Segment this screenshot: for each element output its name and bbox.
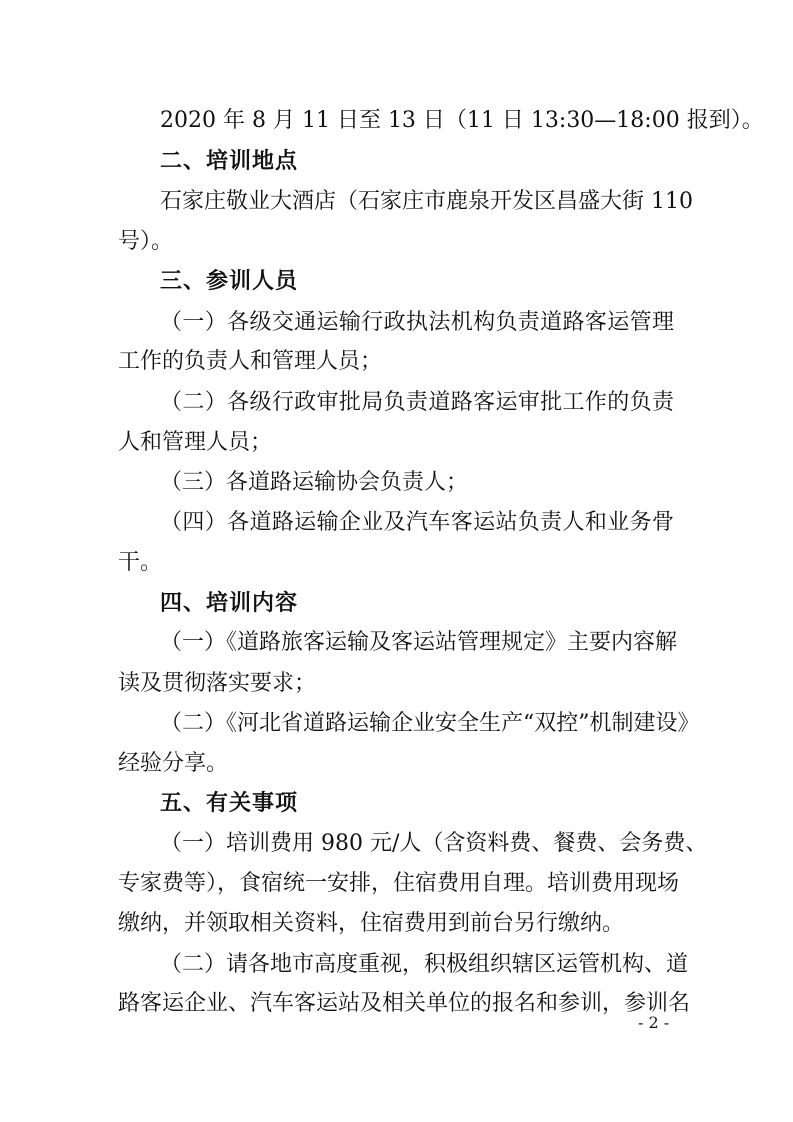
section-heading-location: 二、培训地点 [160,149,299,174]
paragraph-line: 读及贯彻落实要求； [118,671,317,696]
section-heading-participants: 三、参训人员 [160,269,299,294]
paragraph-line: （一）《道路旅客运输及客运站管理规定》主要内容解 [160,630,678,655]
section-heading-content: 四、培训内容 [160,591,299,616]
section-heading-matters: 五、有关事项 [160,791,299,816]
paragraph-line: 路客运企业、汽车客运站及相关单位的报名和参训，参训名 [118,991,691,1016]
paragraph-line: 经验分享。 [118,751,229,776]
paragraph-line: 号）。 [118,229,174,254]
paragraph-line: 工作的负责人和管理人员； [118,349,383,374]
paragraph-line: （一）培训费用 980 元/人（含资料费、餐费、会务费、 [160,831,708,856]
paragraph-line: 缴纳，并领取相关资料，住宿费用到前台另行缴纳。 [118,911,625,936]
paragraph-line: （二）请各地市高度重视，积极组织辖区运管机构、道 [160,952,689,977]
paragraph-line: 专家费等），食宿统一安排，住宿费用自理。培训费用现场 [118,871,680,896]
paragraph-line: 石家庄敬业大酒店（石家庄市鹿泉开发区昌盛大街 110 [160,189,693,214]
paragraph-line: 干。 [118,550,163,575]
paragraph-line: （三）各道路运输协会负责人； [160,470,469,495]
paragraph-line: （二）各级行政审批局负责道路客运审批工作的负责 [160,390,674,415]
page-number: - 2 - [638,1013,670,1032]
paragraph-line: （四）各道路运输企业及汽车客运站负责人和业务骨 [160,510,674,535]
paragraph-line: 人和管理人员； [118,430,273,455]
paragraph-line: （二）《河北省道路运输企业安全生产“双控”机制建设》 [160,711,700,736]
paragraph-line: 2020 年 8 月 11 日至 13 日（11 日 13:30—18:00 报到）。 [160,108,764,133]
paragraph-line: （一）各级交通运输行政执法机构负责道路客运管理 [160,310,674,335]
